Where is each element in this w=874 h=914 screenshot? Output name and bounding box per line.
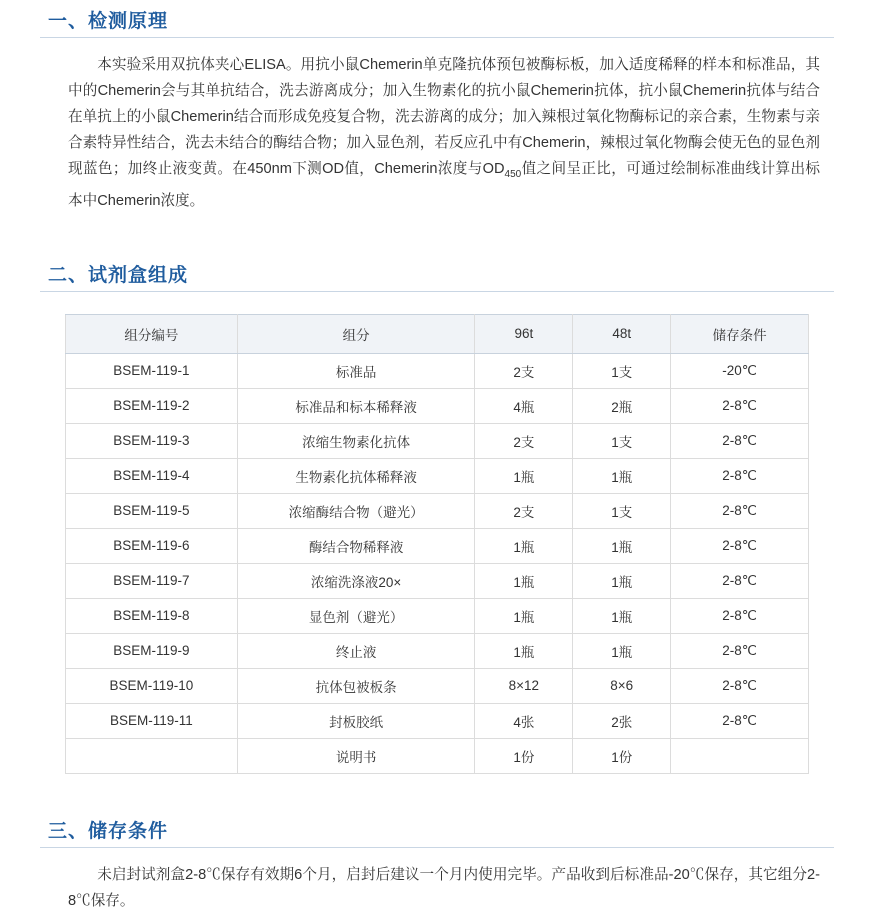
table-cell: 浓缩洗涤液20×: [237, 563, 475, 598]
table-cell: [671, 738, 809, 773]
table-cell: 8×6: [573, 668, 671, 703]
section-principle: [40, 0, 834, 214]
table-cell: 2-8℃: [671, 458, 809, 493]
table-cell: 1瓶: [573, 598, 671, 633]
table-cell: BSEM-119-9: [66, 633, 238, 668]
table-header-row: [66, 314, 809, 353]
table-cell: 4瓶: [475, 388, 573, 423]
table-cell: BSEM-119-8: [66, 598, 238, 633]
principle-paragraph-main: 本实验采用双抗体夹心ELISA。用抗小鼠Chemerin单克隆抗体预包被酶标板，加入适度稀释的样本和标准品，其中的Chemerin会与其单抗结合，洗去游离成分；加入生物素化的抗小鼠Chemerin抗体，抗小鼠Chemerin抗体与结合在单抗上的小鼠Chemerin结合而形成免疫复合物，洗去游离的成分；加入辣根过氧化物酶标记的亲合素，生物素与亲合素特异性结合，洗去未结合的酶结合物；加入显色剂，若反应孔中有Chemerin，辣根过氧化物酶会使无色的显色剂现蓝色；加终止液变黄。在450nm下测OD值，Chemerin浓度与OD: [68, 57, 820, 177]
table-cell: 2-8℃: [671, 493, 809, 528]
principle-paragraph: [40, 52, 834, 214]
table-cell: BSEM-119-3: [66, 423, 238, 458]
section-storage: [40, 816, 834, 914]
table-cell: BSEM-119-10: [66, 668, 238, 703]
table-row: [66, 633, 809, 668]
table-cell: 2-8℃: [671, 633, 809, 668]
table-cell: 1支: [573, 493, 671, 528]
table-cell: BSEM-119-6: [66, 528, 238, 563]
table-cell: 封板胶纸: [237, 703, 475, 738]
table-row: [66, 493, 809, 528]
table-cell: 1瓶: [475, 563, 573, 598]
table-cell: 标准品: [237, 353, 475, 388]
table-cell: 生物素化抗体稀释液: [237, 458, 475, 493]
table-cell: 2-8℃: [671, 563, 809, 598]
table-cell: 2-8℃: [671, 528, 809, 563]
heading-divider: [40, 37, 834, 38]
table-row: [66, 598, 809, 633]
table-cell: 2-8℃: [671, 703, 809, 738]
table-header-cell: 储存条件: [671, 314, 809, 353]
table-cell: 终止液: [237, 633, 475, 668]
table-header-cell: 组分: [237, 314, 475, 353]
table-cell: 2-8℃: [671, 598, 809, 633]
table-row: [66, 423, 809, 458]
table-cell: 2-8℃: [671, 423, 809, 458]
table-header-cell: 96t: [475, 314, 573, 353]
table-cell: 2瓶: [573, 388, 671, 423]
section-heading-composition: 二、试剂盒组成: [48, 264, 189, 286]
table-cell: 2张: [573, 703, 671, 738]
table-header-cell: 48t: [573, 314, 671, 353]
table-cell: 酶结合物稀释液: [237, 528, 475, 563]
table-cell: BSEM-119-11: [66, 703, 238, 738]
table-cell: 2支: [475, 423, 573, 458]
table-cell: 2-8℃: [671, 388, 809, 423]
table-cell: 1瓶: [475, 458, 573, 493]
table-cell: BSEM-119-4: [66, 458, 238, 493]
principle-paragraph-subscript: 450: [504, 168, 522, 180]
kit-composition-table: [65, 314, 809, 774]
table-cell: 2-8℃: [671, 668, 809, 703]
table-cell: 2支: [475, 493, 573, 528]
table-cell: 1瓶: [573, 458, 671, 493]
table-cell: 8×12: [475, 668, 573, 703]
table-cell: 1份: [475, 738, 573, 773]
section-heading-principle: 一、检测原理: [48, 11, 169, 32]
heading-divider: [40, 291, 834, 292]
table-cell: 标准品和标本稀释液: [237, 388, 475, 423]
table-cell: -20℃: [671, 353, 809, 388]
table-cell: 1支: [573, 423, 671, 458]
table-cell: 抗体包被板条: [237, 668, 475, 703]
principle-paragraph-tail: 值之间呈正比，可通过绘制标准曲线计算出标本中Chemerin浓度。: [68, 161, 820, 209]
table-row: [66, 458, 809, 493]
table-row: [66, 353, 809, 388]
table-cell: 1瓶: [475, 633, 573, 668]
table-cell: 2支: [475, 353, 573, 388]
table-cell: 1瓶: [573, 563, 671, 598]
section-composition: [40, 260, 834, 774]
table-cell: 1瓶: [573, 528, 671, 563]
table-cell: 浓缩酶结合物（避光）: [237, 493, 475, 528]
table-cell: 1瓶: [475, 528, 573, 563]
storage-paragraph: 未启封试剂盒2-8℃保存有效期6个月，启封后建议一个月内使用完毕。产品收到后标准品-20℃保存，其它组分2-8℃保存。: [68, 866, 820, 909]
table-cell: [66, 738, 238, 773]
table-cell: 显色剂（避光）: [237, 598, 475, 633]
table-cell: 1瓶: [475, 598, 573, 633]
table-cell: BSEM-119-5: [66, 493, 238, 528]
table-cell: 浓缩生物素化抗体: [237, 423, 475, 458]
table-cell: 1瓶: [573, 633, 671, 668]
table-row: [66, 703, 809, 738]
table-cell: 1份: [573, 738, 671, 773]
heading-divider: [40, 847, 834, 848]
table-cell: BSEM-119-7: [66, 563, 238, 598]
table-row: [66, 388, 809, 423]
table-cell: BSEM-119-1: [66, 353, 238, 388]
section-heading-storage: 三、储存条件: [48, 820, 169, 842]
table-cell: 4张: [475, 703, 573, 738]
table-row: [66, 528, 809, 563]
table-header-cell: 组分编号: [66, 314, 238, 353]
table-cell: BSEM-119-2: [66, 388, 238, 423]
table-row: [66, 668, 809, 703]
table-cell: 1支: [573, 353, 671, 388]
table-row: [66, 563, 809, 598]
table-cell: 说明书: [237, 738, 475, 773]
table-row: [66, 738, 809, 773]
